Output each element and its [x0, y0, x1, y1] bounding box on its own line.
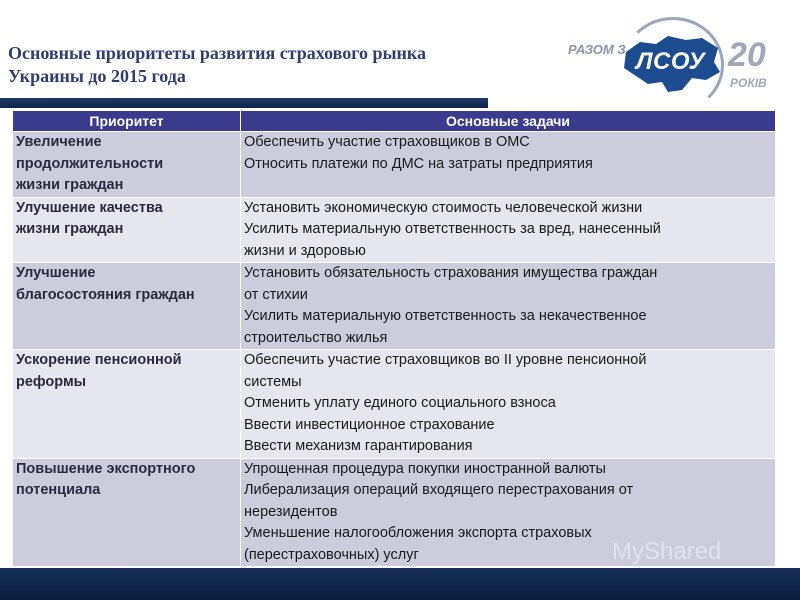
title-underline-bar [0, 98, 488, 108]
priority-cell [13, 197, 241, 263]
priority-line: Повышение экспортного [16, 460, 196, 477]
task-line: Ввести инвестиционное страхование [244, 416, 495, 433]
task-line: от стихии [244, 286, 308, 303]
priority-line: Ускорение пенсионной [16, 352, 182, 368]
task-line: Относить платежи по ДМС на затраты предприятия [244, 155, 593, 172]
task-line: жизни и здоровью [244, 242, 366, 259]
tasks-cell [241, 132, 776, 198]
task-line: Усилить материальную ответственность за некачественное [244, 308, 647, 324]
task-line: нерезидентов [244, 503, 338, 520]
task-line: Обеспечить участие страховщиков во II уровне пенсионной [244, 352, 647, 368]
priority-line: продолжительности [16, 155, 164, 172]
task-line: Усилить материальную ответственность за вред, нанесенный [244, 221, 661, 237]
task-line: строительство жилья [244, 329, 388, 346]
priority-line: реформы [16, 373, 87, 390]
priority-cell [13, 132, 241, 198]
logo-number: 20 [728, 36, 766, 74]
priority-line: жизни граждан [16, 177, 124, 193]
column-header-priority: Приоритет [13, 111, 241, 132]
logo-prefix: РАЗОМ З [568, 42, 626, 57]
table-row [13, 197, 776, 263]
priority-line: благосостояния граждан [16, 286, 195, 303]
slide-title-line-2: Украины до 2015 года [8, 66, 186, 86]
task-line: Отменить уплату единого социального взноса [244, 395, 556, 411]
column-header-tasks: Основные задачи [241, 111, 776, 132]
task-line: Ввести механизм гарантирования [244, 438, 473, 454]
task-line: Уменьшение налогообложения экспорта страховых [244, 525, 592, 541]
task-line: Либерализация операций входящего перестрахования от [244, 482, 634, 498]
task-line: Установить экономическую стоимость человеческой жизни [244, 199, 643, 216]
table-row [13, 263, 776, 350]
slide-title [8, 42, 548, 88]
task-line: Установить обязательность страхования имущества граждан [244, 265, 658, 281]
table-row [13, 132, 776, 198]
tasks-cell [241, 350, 776, 459]
priority-line: потенциала [16, 482, 101, 498]
footer-bar [0, 568, 800, 600]
priority-line: Улучшение качества [16, 199, 163, 216]
priorities-table [12, 110, 776, 567]
task-line: Обеспечить участие страховщиков в ОМС [244, 134, 530, 150]
priority-line: Улучшение [16, 265, 96, 281]
watermark-text: MyShared [612, 538, 722, 565]
table-header-row [13, 111, 776, 132]
priority-line: жизни граждан [16, 221, 124, 237]
priority-cell [13, 458, 241, 567]
task-line: (перестраховочных) услуг [244, 546, 419, 563]
tasks-cell [241, 263, 776, 350]
logo-brand: ЛСОУ [636, 48, 706, 75]
task-line: Упрощенная процедура покупки иностранной валюты [244, 460, 606, 477]
priority-cell [13, 350, 241, 459]
priority-line: Увеличение [16, 134, 102, 150]
logo-suffix: РОКІВ [730, 76, 767, 90]
tasks-cell [241, 197, 776, 263]
lsou-logo [560, 12, 785, 112]
slide-title-line-1: Основные приоритеты развития страхового рынка [8, 43, 426, 63]
priority-cell [13, 263, 241, 350]
table-row [13, 350, 776, 459]
task-line: системы [244, 373, 302, 390]
